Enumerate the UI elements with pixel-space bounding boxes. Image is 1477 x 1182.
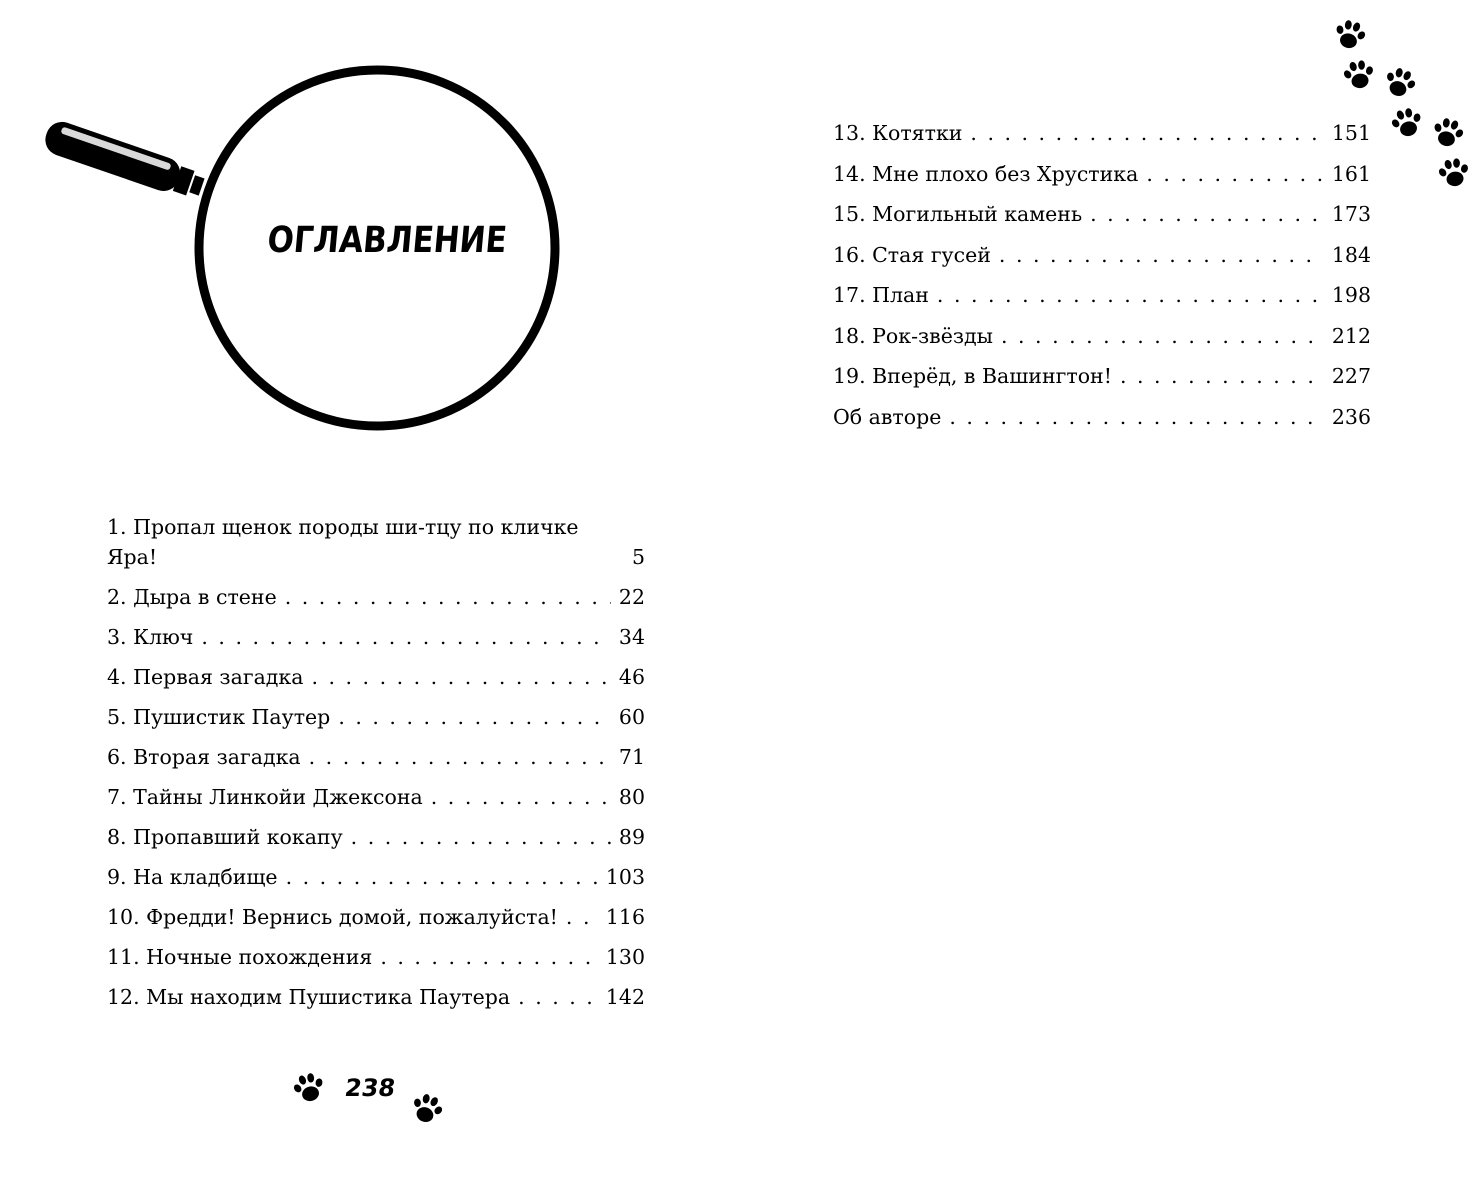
toc-leader-dots — [309, 742, 611, 772]
toc-entry-page: 5 — [631, 545, 645, 569]
toc-leader-dots — [949, 402, 1323, 432]
toc-entry — [107, 742, 645, 772]
toc-entry-page: 34 — [618, 625, 645, 649]
toc-entry — [107, 902, 645, 932]
toc-entry-page: 227 — [1331, 364, 1371, 388]
toc-entry — [107, 582, 645, 612]
toc-entry-title: 9. На кладбище — [107, 865, 278, 889]
toc-entry — [833, 118, 1371, 148]
toc-leader-dots — [201, 622, 611, 652]
toc-leader-dots — [286, 862, 598, 892]
toc-entry-title: 13. Котятки — [833, 121, 963, 145]
toc-entry — [833, 280, 1371, 310]
toc-entry-title: 8. Пропавший кокапу — [107, 825, 343, 849]
toc-entry — [833, 159, 1371, 189]
toc-leader-dots — [999, 240, 1324, 270]
toc-leader-dots — [338, 702, 611, 732]
toc-entry — [107, 982, 645, 1012]
toc-entry-page: 173 — [1331, 202, 1371, 226]
toc-entry-title: 15. Могильный камень — [833, 202, 1083, 226]
toc-entry-title: Об авторе — [833, 404, 942, 429]
toc-entry — [833, 199, 1371, 229]
toc-entry-page: 161 — [1331, 161, 1371, 186]
toc-entry-title: 6. Вторая загадка — [107, 745, 301, 769]
toc-entry-page: 89 — [618, 825, 645, 849]
toc-entry-title: 5. Пушистик Паутер — [107, 705, 331, 729]
toc-entry — [833, 321, 1371, 351]
paw-print-icon — [1437, 156, 1471, 190]
toc-entry — [107, 702, 645, 732]
toc-leader-dots — [970, 118, 1323, 148]
paw-print-icon — [1342, 58, 1376, 92]
toc-leader-dots — [380, 942, 598, 972]
paw-print-icon — [1390, 106, 1424, 140]
toc-entry-page: 198 — [1331, 283, 1371, 307]
toc-leader-dots — [1001, 321, 1324, 351]
toc-entry-page: 46 — [618, 665, 645, 689]
page-number: 238 — [343, 1074, 398, 1102]
paw-print-icon — [410, 1092, 444, 1126]
toc-leader-dots — [1146, 159, 1324, 189]
toc-entry-page: 212 — [1331, 323, 1371, 348]
toc-entry-title: 10. Фредди! Вернись домой, пожалуйста! — [107, 905, 558, 929]
toc-entry — [833, 402, 1371, 432]
toc-entry — [107, 822, 645, 852]
page-title: ОГЛАВЛЕНИЕ — [265, 220, 509, 261]
toc-leader-dots — [1120, 361, 1324, 391]
toc-entry-title: 19. Вперёд, в Вашингтон! — [833, 364, 1112, 388]
toc-entry-title: 11. Ночные похождения — [107, 945, 373, 969]
toc-leader-dots — [351, 822, 611, 852]
toc-entry-page: 142 — [605, 985, 645, 1009]
toc-leader-dots — [566, 902, 598, 932]
toc-right-column — [833, 118, 1371, 442]
toc-entry-page: 116 — [605, 905, 645, 929]
toc-entry-page: 80 — [618, 785, 645, 809]
paw-print-icon — [1333, 18, 1367, 52]
toc-entry-title: 16. Стая гусей — [833, 242, 991, 267]
toc-entry-page: 130 — [605, 945, 645, 969]
toc-entry-page: 103 — [605, 865, 645, 889]
toc-leader-dots — [518, 982, 598, 1012]
toc-leader-dots — [285, 582, 611, 612]
toc-entry-title: 1. Пропал щенок породы ши-тцу по кличке Яра! — [107, 515, 579, 569]
toc-entry-title: 2. Дыра в стене — [107, 585, 277, 609]
toc-entry — [107, 622, 645, 652]
toc-entry-title: 18. Рок-звёзды — [833, 323, 993, 348]
toc-entry — [107, 512, 645, 572]
toc-entry — [833, 240, 1371, 270]
toc-entry-title: 3. Ключ — [107, 625, 194, 649]
toc-entry-title: 4. Первая загадка — [107, 665, 304, 689]
toc-entry — [107, 862, 645, 892]
toc-leader-dots — [937, 280, 1324, 310]
toc-leader-dots — [431, 782, 611, 812]
toc-entry-page: 184 — [1331, 242, 1371, 267]
toc-left-column — [107, 512, 645, 1022]
toc-entry — [107, 942, 645, 972]
toc-leader-dots — [311, 662, 610, 692]
toc-entry — [107, 662, 645, 692]
toc-entry — [833, 361, 1371, 391]
toc-entry-title: 17. План — [833, 283, 929, 307]
toc-entry-title: 7. Тайны Линкойи Джексона — [107, 785, 423, 809]
paw-print-icon — [292, 1071, 326, 1105]
toc-entry-title: 14. Мне плохо без Хрустика — [833, 161, 1139, 186]
toc-entry-page: 151 — [1331, 121, 1371, 145]
toc-entry-page: 60 — [618, 705, 645, 729]
toc-entry-title: 12. Мы находим Пушистика Паутера — [107, 985, 511, 1009]
toc-entry — [107, 782, 645, 812]
paw-print-icon — [1383, 66, 1417, 100]
toc-entry-page: 236 — [1331, 404, 1371, 429]
paw-print-icon — [1431, 116, 1465, 150]
toc-entry-page: 22 — [618, 585, 645, 609]
toc-leader-dots — [1090, 199, 1324, 229]
toc-entry-page: 71 — [618, 745, 645, 769]
